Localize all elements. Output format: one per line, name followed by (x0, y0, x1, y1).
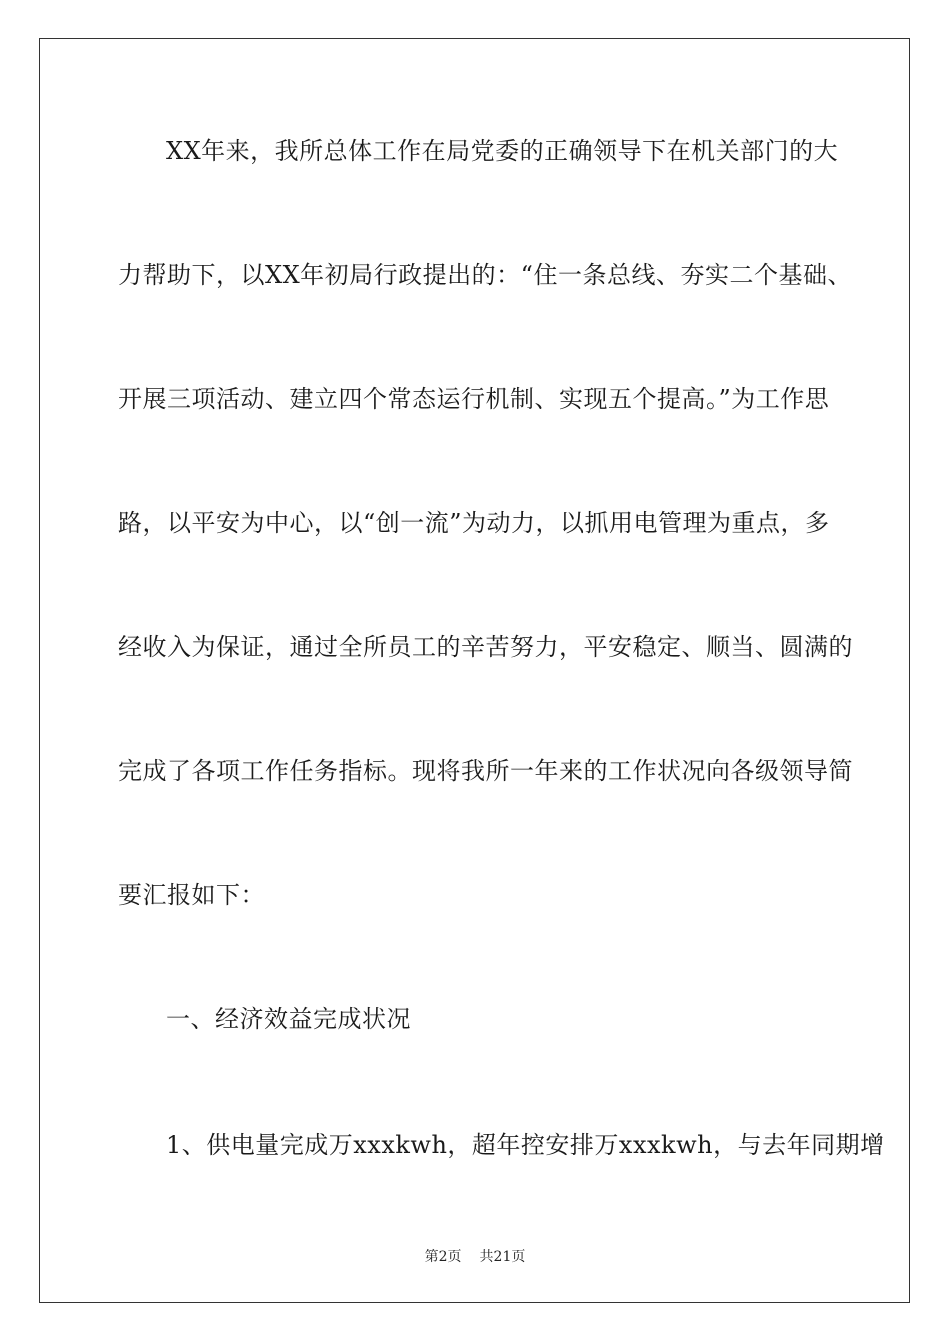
page-total: 共21页 (479, 1249, 526, 1265)
paragraph-line: 经收入为保证，通过全所员工的辛苦努力，平安稳定、顺当、圆满的 (118, 633, 853, 661)
paragraph-line: 完成了各项工作任务指标。现将我所一年来的工作状况向各级领导简 (118, 757, 853, 785)
paragraph-line: 要汇报如下： (118, 881, 265, 909)
paragraph-line: XX年来，我所总体工作在局党委的正确领导下在机关部门的大 (166, 137, 839, 165)
page-border (39, 38, 910, 1303)
section-heading: 一、经济效益完成状况 (166, 1005, 411, 1033)
paragraph-line: 力帮助下，以XX年初局行政提出的：“住一条总线、夯实二个基础、 (118, 261, 852, 289)
paragraph-line: 路，以平安为中心，以“创一流”为动力，以抓用电管理为重点，多 (118, 509, 830, 537)
paragraph-line: 开展三项活动、建立四个常态运行机制、实现五个提高。”为工作思 (118, 385, 830, 413)
paragraph-line: 1、供电量完成万xxxkwh，超年控安排万xxxkwh，与去年同期增 (166, 1131, 885, 1159)
page-footer (0, 1248, 950, 1266)
page-number: 第2页 (424, 1249, 462, 1265)
